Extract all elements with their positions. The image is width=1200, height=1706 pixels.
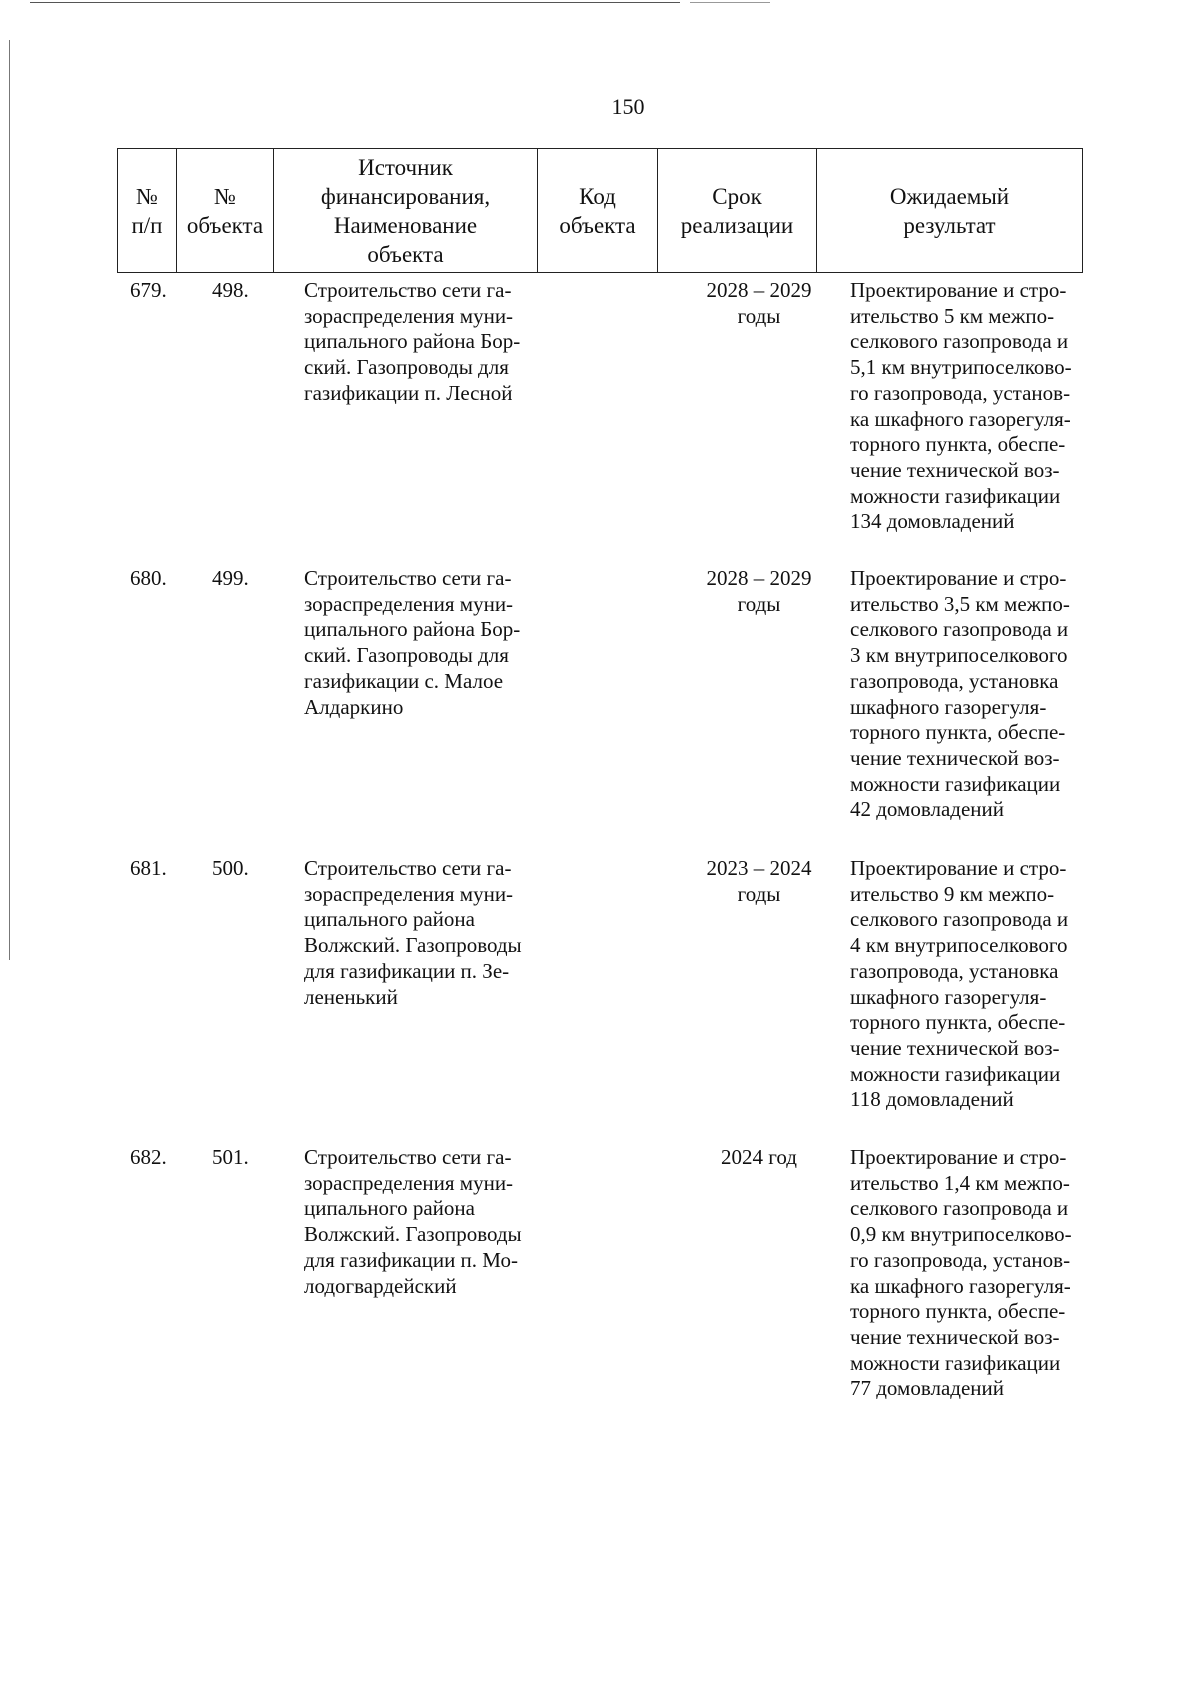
header-result: Ожидаемый результат	[817, 149, 1083, 273]
table-header	[117, 148, 1083, 273]
scan-top-rule	[30, 2, 680, 3]
header-num: № п/п	[118, 149, 177, 273]
row-object-name: Строительство сети га- зораспределения муни- ципального района Волжский. Газопроводы для газификации п. Мо- лодогвардейский	[304, 1145, 522, 1298]
row-term: 2024 год	[721, 1145, 797, 1169]
row-object-name: Строительство сети га- зораспределения муни- ципального района Волжский. Газопроводы для газификации п. Зе- лененький	[304, 856, 522, 1009]
row-term: 2028 – 2029 годы	[706, 278, 812, 328]
row-result: Проектирование и стро- ительство 5 км межпо- селкового газопровода и 5,1 км внутрипоселково- го газопровода, установ- ка шкафного газорегуля- торного пункта, обеспе- чение технической воз- можности газификации 134 домовладений	[850, 278, 1072, 534]
row-result: Проектирование и стро- ительство 9 км межпо- селкового газопровода и 4 км внутрипоселкового газопровода, установка шкафного газорегуля- торного пункта, обеспе- чение технической воз- можности газификации 118 домовладений	[850, 856, 1069, 1112]
scan-top-rule-fragment	[690, 2, 770, 3]
row-number: 679.	[130, 278, 167, 302]
row-object-name: Строительство сети га- зораспределения муни- ципального района Бор- ский. Газопроводы для газификации с. Малое Алдаркино	[304, 566, 521, 719]
row-number: 680.	[130, 566, 167, 590]
header-object-num: № объекта	[177, 149, 274, 273]
row-number: 682.	[130, 1145, 167, 1169]
header-code: Код объекта	[538, 149, 658, 273]
row-object-number: 500.	[212, 856, 249, 880]
row-object-number: 498.	[212, 278, 249, 302]
row-result: Проектирование и стро- ительство 3,5 км межпо- селкового газопровода и 3 км внутрипоселкового газопровода, установка шкафного газорегуля- торного пункта, обеспе- чение технической воз- можности газификации 42 домовладений	[850, 566, 1070, 822]
scan-left-edge	[9, 40, 10, 960]
row-number: 681.	[130, 856, 167, 880]
row-object-name: Строительство сети га- зораспределения муни- ципального района Бор- ский. Газопроводы для газификации п. Лесной	[304, 278, 521, 405]
row-term: 2028 – 2029 годы	[706, 566, 812, 616]
row-term: 2023 – 2024 годы	[706, 856, 812, 906]
header-term: Срок реализации	[658, 149, 817, 273]
row-result: Проектирование и стро- ительство 1,4 км межпо- селкового газопровода и 0,9 км внутрипоселково- го газопровода, установ- ка шкафного газорегуля- торного пункта, обеспе- чение технической воз- можности газификации 77 домовладений	[850, 1145, 1072, 1401]
page-number: 150	[611, 94, 645, 119]
row-object-number: 499.	[212, 566, 249, 590]
header-source: Источник финансирования, Наименование объекта	[274, 149, 538, 273]
row-object-number: 501.	[212, 1145, 249, 1169]
